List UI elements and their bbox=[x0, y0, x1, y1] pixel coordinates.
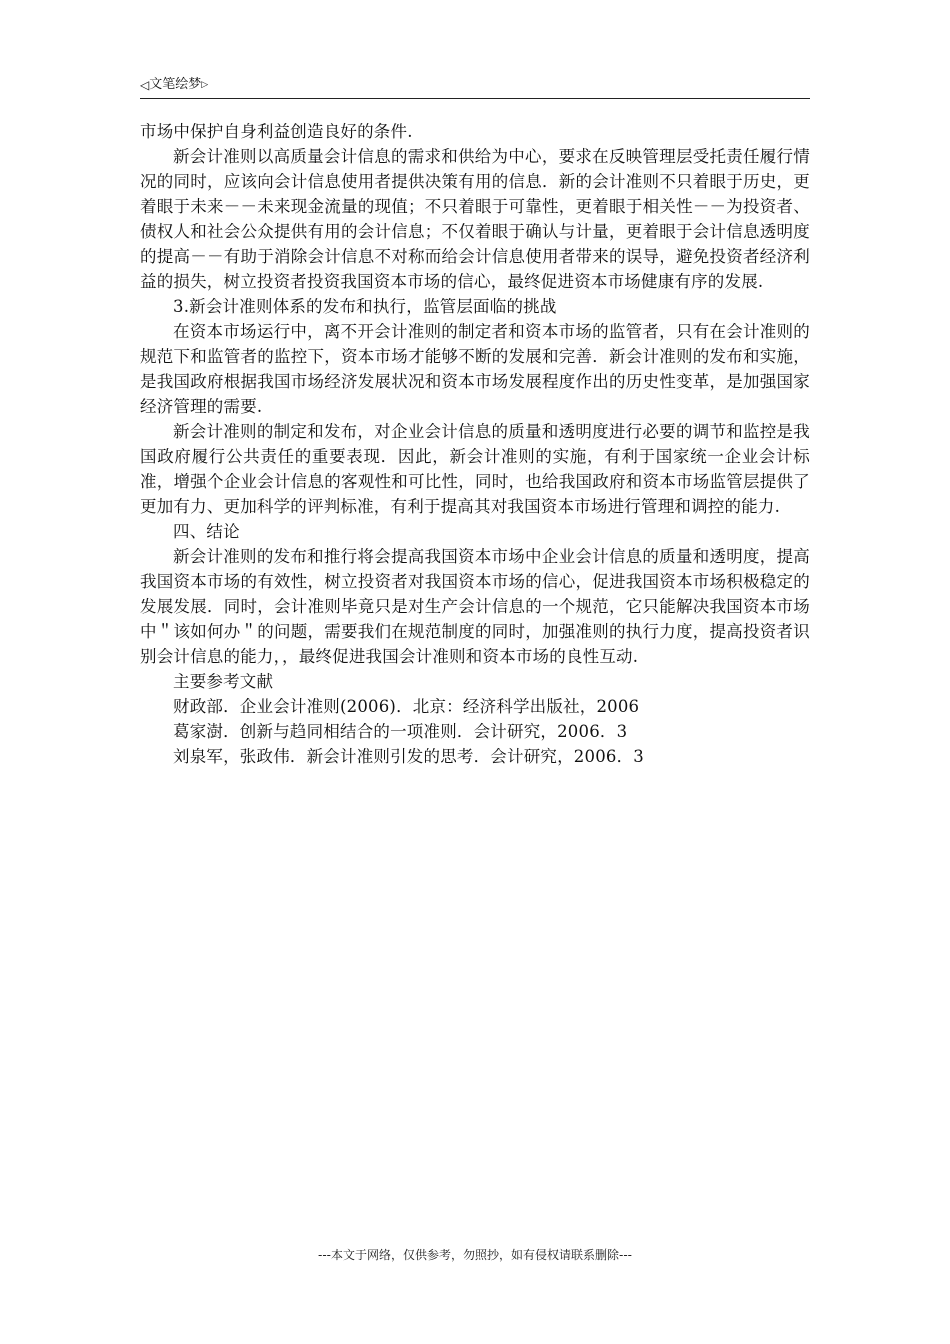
paragraph: 市场中保护自身利益创造良好的条件. bbox=[140, 122, 413, 141]
header-title: 文笔绘梦 bbox=[149, 77, 202, 92]
right-triangle-icon: ▷ bbox=[201, 80, 209, 90]
paragraph: 在资本市场运行中，离不开会计准则的制定者和资本市场的监管者，只有在会计准则的规范下和监管者的监控下，资本市场才能够不断的发展和完善．新会计准则的发布和实施，是我国政府根据我国市场经济发展状况和资本市场发展程度作出的历史性变革，是加强国家经济管理的需要. bbox=[140, 322, 810, 416]
reference-item: 刘泉军，张政伟．新会计准则引发的思考．会计研究，2006．3 bbox=[173, 747, 644, 766]
paragraph: 新会计准则的制定和发布，对企业会计信息的质量和透明度进行必要的调节和监控是我国政府履行公共责任的重要表现．因此，新会计准则的实施，有利于国家统一企业会计标准，增强个企业会计信息的客观性和可比性，同时，也给我国政府和资本市场监管层提供了更加有力、更加科学的评判标准，有利于提高其对我国资本市场进行管理和调控的能力. bbox=[140, 422, 810, 516]
page-header bbox=[140, 76, 810, 99]
header-title-block bbox=[140, 76, 208, 94]
page-footer: ---本文于网络，仅供参考，勿照抄，如有侵权请联系删除--- bbox=[318, 1248, 632, 1262]
section-heading: 四、结论 bbox=[173, 522, 240, 541]
document-body bbox=[140, 119, 810, 769]
paragraph: 新会计准则的发布和推行将会提高我国资本市场中企业会计信息的质量和透明度，提高我国资本市场的有效性，树立投资者对我国资本市场的信心，促进我国资本市场积极稳定的发展发展．同时，会计准则毕竟只是对生产会计信息的一个规范，它只能解决我国资本市场中＂该如何办＂的问题，需要我们在规范制度的同时，加强准则的执行力度，提高投资者识别会计信息的能力，，最终促进我国会计准则和资本市场的良性互动. bbox=[140, 547, 810, 666]
section-heading: 3.新会计准则体系的发布和执行，监管层面临的挑战 bbox=[173, 297, 557, 316]
reference-item: 葛家澍．创新与趋同相结合的一项准则．会计研究，2006．3 bbox=[173, 722, 628, 741]
paragraph: 新会计准则以高质量会计信息的需求和供给为中心，要求在反映管理层受托责任履行情况的同时，应该向会计信息使用者提供决策有用的信息．新的会计准则不只着眼于历史，更着眼于未来－－未来现金流量的现值；不只着眼于可靠性，更着眼于相关性－－为投资者、债权人和社会公众提供有用的会计信息；不仅着眼于确认与计量，更着眼于会计信息透明度的提高－－有助于消除会计信息不对称而给会计信息使用者带来的误导，避免投资者经济利益的损失，树立投资者投资我国资本市场的信心，最终促进资本市场健康有序的发展. bbox=[140, 147, 810, 291]
left-triangle-icon: ◁ bbox=[140, 78, 150, 92]
reference-item: 财政部．企业会计准则(2006)．北京：经济科学出版社，2006 bbox=[173, 697, 640, 716]
references-heading: 主要参考文献 bbox=[173, 672, 274, 691]
